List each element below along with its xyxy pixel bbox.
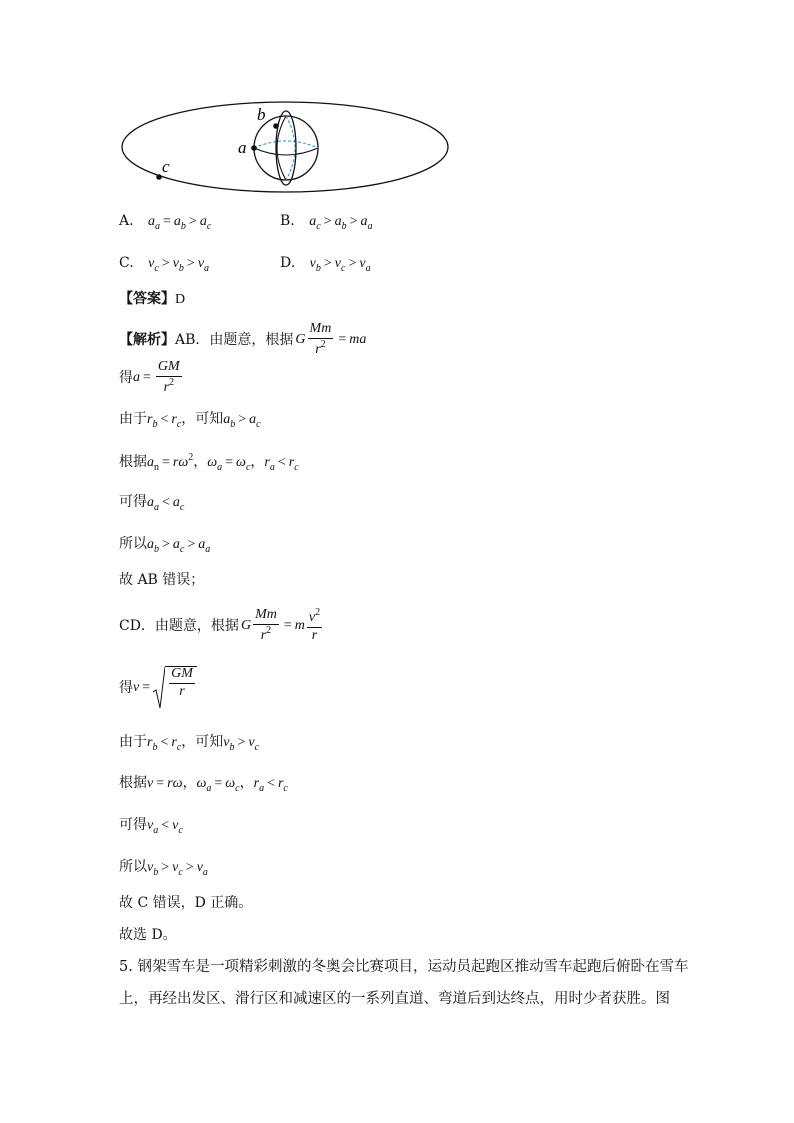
equator-back xyxy=(254,141,318,148)
question-5-line-1: 5. 钢架雪车是一项精彩刺激的冬奥会比赛项目，运动员起跑区推动雪车起跑后俯卧在雪车 xyxy=(119,959,689,975)
option-c[interactable] xyxy=(119,256,209,274)
analysis-line-rb-rc: 由于$r_b < r_c$，可知$a_b > a_c$ xyxy=(119,411,261,430)
option-d-formula: $v_b > v_c > v_a$ xyxy=(309,256,371,274)
analysis-line-aa-ac: 可得$a_a < a_c$ xyxy=(119,494,185,513)
option-b[interactable] xyxy=(280,214,372,232)
fraction-Mm-r2: $\frac{Mm}{r^2}$ xyxy=(309,321,332,357)
analysis-ab-wrong: 故 AB 错误； xyxy=(119,572,205,588)
analysis-choose: 故选 D。 xyxy=(119,927,177,943)
analysis-line-v-order: 所以$v_b > v_c > v_a$ xyxy=(119,859,208,878)
point-a xyxy=(251,145,257,151)
label-c: c xyxy=(162,157,170,176)
polar-orbit xyxy=(276,111,296,185)
analysis-velocity-formula: 得 v = $\frac{GM}{r}$ xyxy=(119,666,197,710)
analysis-accel-formula: 得 a = $\frac{GM}{r^2}$ xyxy=(119,359,180,395)
option-d[interactable] xyxy=(280,256,371,274)
analysis-line-va-vc: 可得$v_a < v_c$ xyxy=(119,817,183,836)
label-b: b xyxy=(257,105,266,124)
answer-value: D xyxy=(175,292,186,307)
answer-line xyxy=(119,292,185,307)
analysis-label: 【解析】 xyxy=(119,331,175,348)
option-a-formula: $a_a = a_b > a_c$ xyxy=(148,214,212,232)
option-b-key: B. xyxy=(280,213,295,229)
analysis-ab-text: AB．由题意，根据 xyxy=(175,331,294,348)
analysis-line-v-romega: 根据v = rω，$\omega_a = \omega_c$，$r_a < r_c$ xyxy=(119,775,288,794)
option-c-key: C. xyxy=(119,255,134,271)
equator-front xyxy=(254,148,318,155)
earth-sphere xyxy=(254,116,318,180)
analysis-line-an: 根据$a_n = r\omega^2$，$\omega_a = \omega_c$，$r_a < r_c$ xyxy=(119,452,299,473)
analysis-line-a-order: 所以$a_b > a_c > a_a$ xyxy=(119,536,211,555)
analysis-line-vb-vc: 由于$r_b < r_c$，可知$v_b > v_c$ xyxy=(119,734,260,753)
option-b-formula: $a_c > a_b > a_a$ xyxy=(309,214,373,232)
orbit-diagram xyxy=(118,100,458,195)
option-d-key: D. xyxy=(280,255,296,271)
label-a: a xyxy=(238,138,247,157)
question-5-line-2: 上，再经出发区、滑行区和减速区的一系列直道、弯道后到达终点，用时少者获胜。图 xyxy=(119,991,670,1007)
answer-label: 【答案】 xyxy=(119,291,175,307)
analysis-cd-conclusion: 故 C 错误，D 正确。 xyxy=(119,895,253,911)
analysis-ab-intro: 【解析】 AB．由题意，根据 G $\frac{Mm}{r^2}$ = ma xyxy=(119,321,367,357)
option-a[interactable] xyxy=(119,214,211,232)
point-c xyxy=(156,174,162,180)
option-c-formula: $v_c > v_b > v_a$ xyxy=(148,256,210,274)
option-a-key: A. xyxy=(119,213,134,229)
point-b xyxy=(273,123,279,129)
analysis-cd-intro: CD．由题意，根据 G $\frac{Mm}{r^2}$ = m $\frac{v^2}{r}$ xyxy=(119,607,321,643)
orbit-figure xyxy=(118,100,458,199)
